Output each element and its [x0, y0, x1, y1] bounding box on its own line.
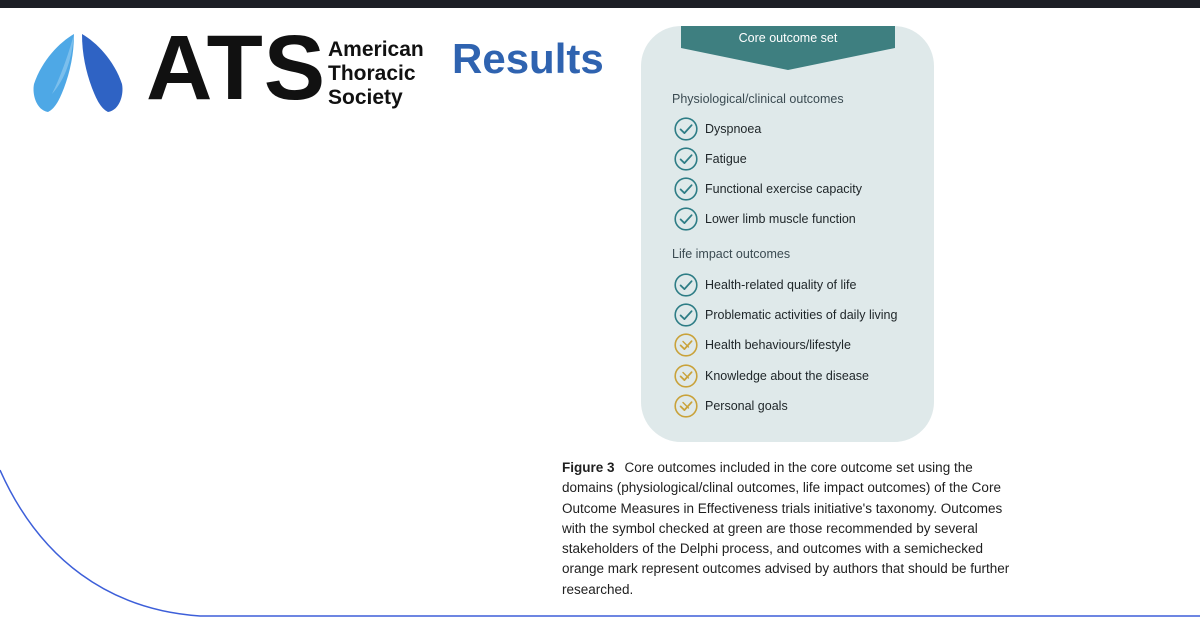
org-name-line: Society: [328, 86, 403, 109]
outcome-label: Health behaviours/lifestyle: [705, 338, 851, 352]
outcome-label: Knowledge about the disease: [705, 369, 870, 383]
slide-title: Results: [452, 35, 604, 82]
check-icon: [674, 177, 698, 201]
outcome-label: Dyspnoea: [705, 122, 762, 136]
outcome-item: [674, 393, 788, 419]
check-icon: [674, 303, 698, 327]
semicheck-icon: [674, 394, 698, 418]
semicheck-icon: [674, 364, 698, 388]
logo-org-name: [328, 38, 424, 110]
outcome-label: Personal goals: [705, 399, 788, 413]
outcome-item: [674, 272, 856, 298]
outcome-item: [674, 302, 897, 328]
outcome-item: [674, 332, 851, 358]
check-icon: [674, 147, 698, 171]
outcome-item: [674, 363, 869, 389]
semicheck-icon: [674, 333, 698, 357]
figure-caption: [562, 458, 1014, 600]
outcome-item: [674, 206, 856, 232]
outcome-item: [674, 146, 747, 172]
section-heading: Life impact outcomes: [672, 247, 791, 261]
outcome-label: Fatigue: [705, 152, 747, 166]
outcome-item: [674, 116, 761, 142]
check-icon: [674, 273, 698, 297]
org-name-line: American: [328, 38, 424, 61]
figure-label: Figure 3: [562, 460, 615, 475]
outcome-label: Problematic activities of daily living: [705, 308, 898, 322]
outcome-label: Health-related quality of life: [705, 278, 857, 292]
logo-wordmark: ATS: [146, 17, 327, 119]
ats-logo-icon: [30, 32, 126, 114]
outcome-label: Functional exercise capacity: [705, 182, 863, 196]
outcome-item: [674, 176, 862, 202]
org-name-line: Thoracic: [328, 62, 416, 85]
banner-label: Core outcome set: [738, 31, 838, 45]
section-heading: Physiological/clinical outcomes: [672, 92, 844, 106]
check-icon: [674, 117, 698, 141]
top-bar: [0, 0, 1200, 8]
check-icon: [674, 207, 698, 231]
outcome-label: Lower limb muscle function: [705, 212, 856, 226]
caption-text: Core outcomes included in the core outcome set using the domains (physiological/clinal outcomes, life impact outcomes) of the Core Outcome Measures in Effectiveness trials initiative's taxonomy. Outcomes with the symbol checked at green are those recommended by several stakeholders of the Delphi process, and outcomes with a semichecked orange mark represent outcomes advised by authors that should be further researched.: [562, 460, 1010, 597]
